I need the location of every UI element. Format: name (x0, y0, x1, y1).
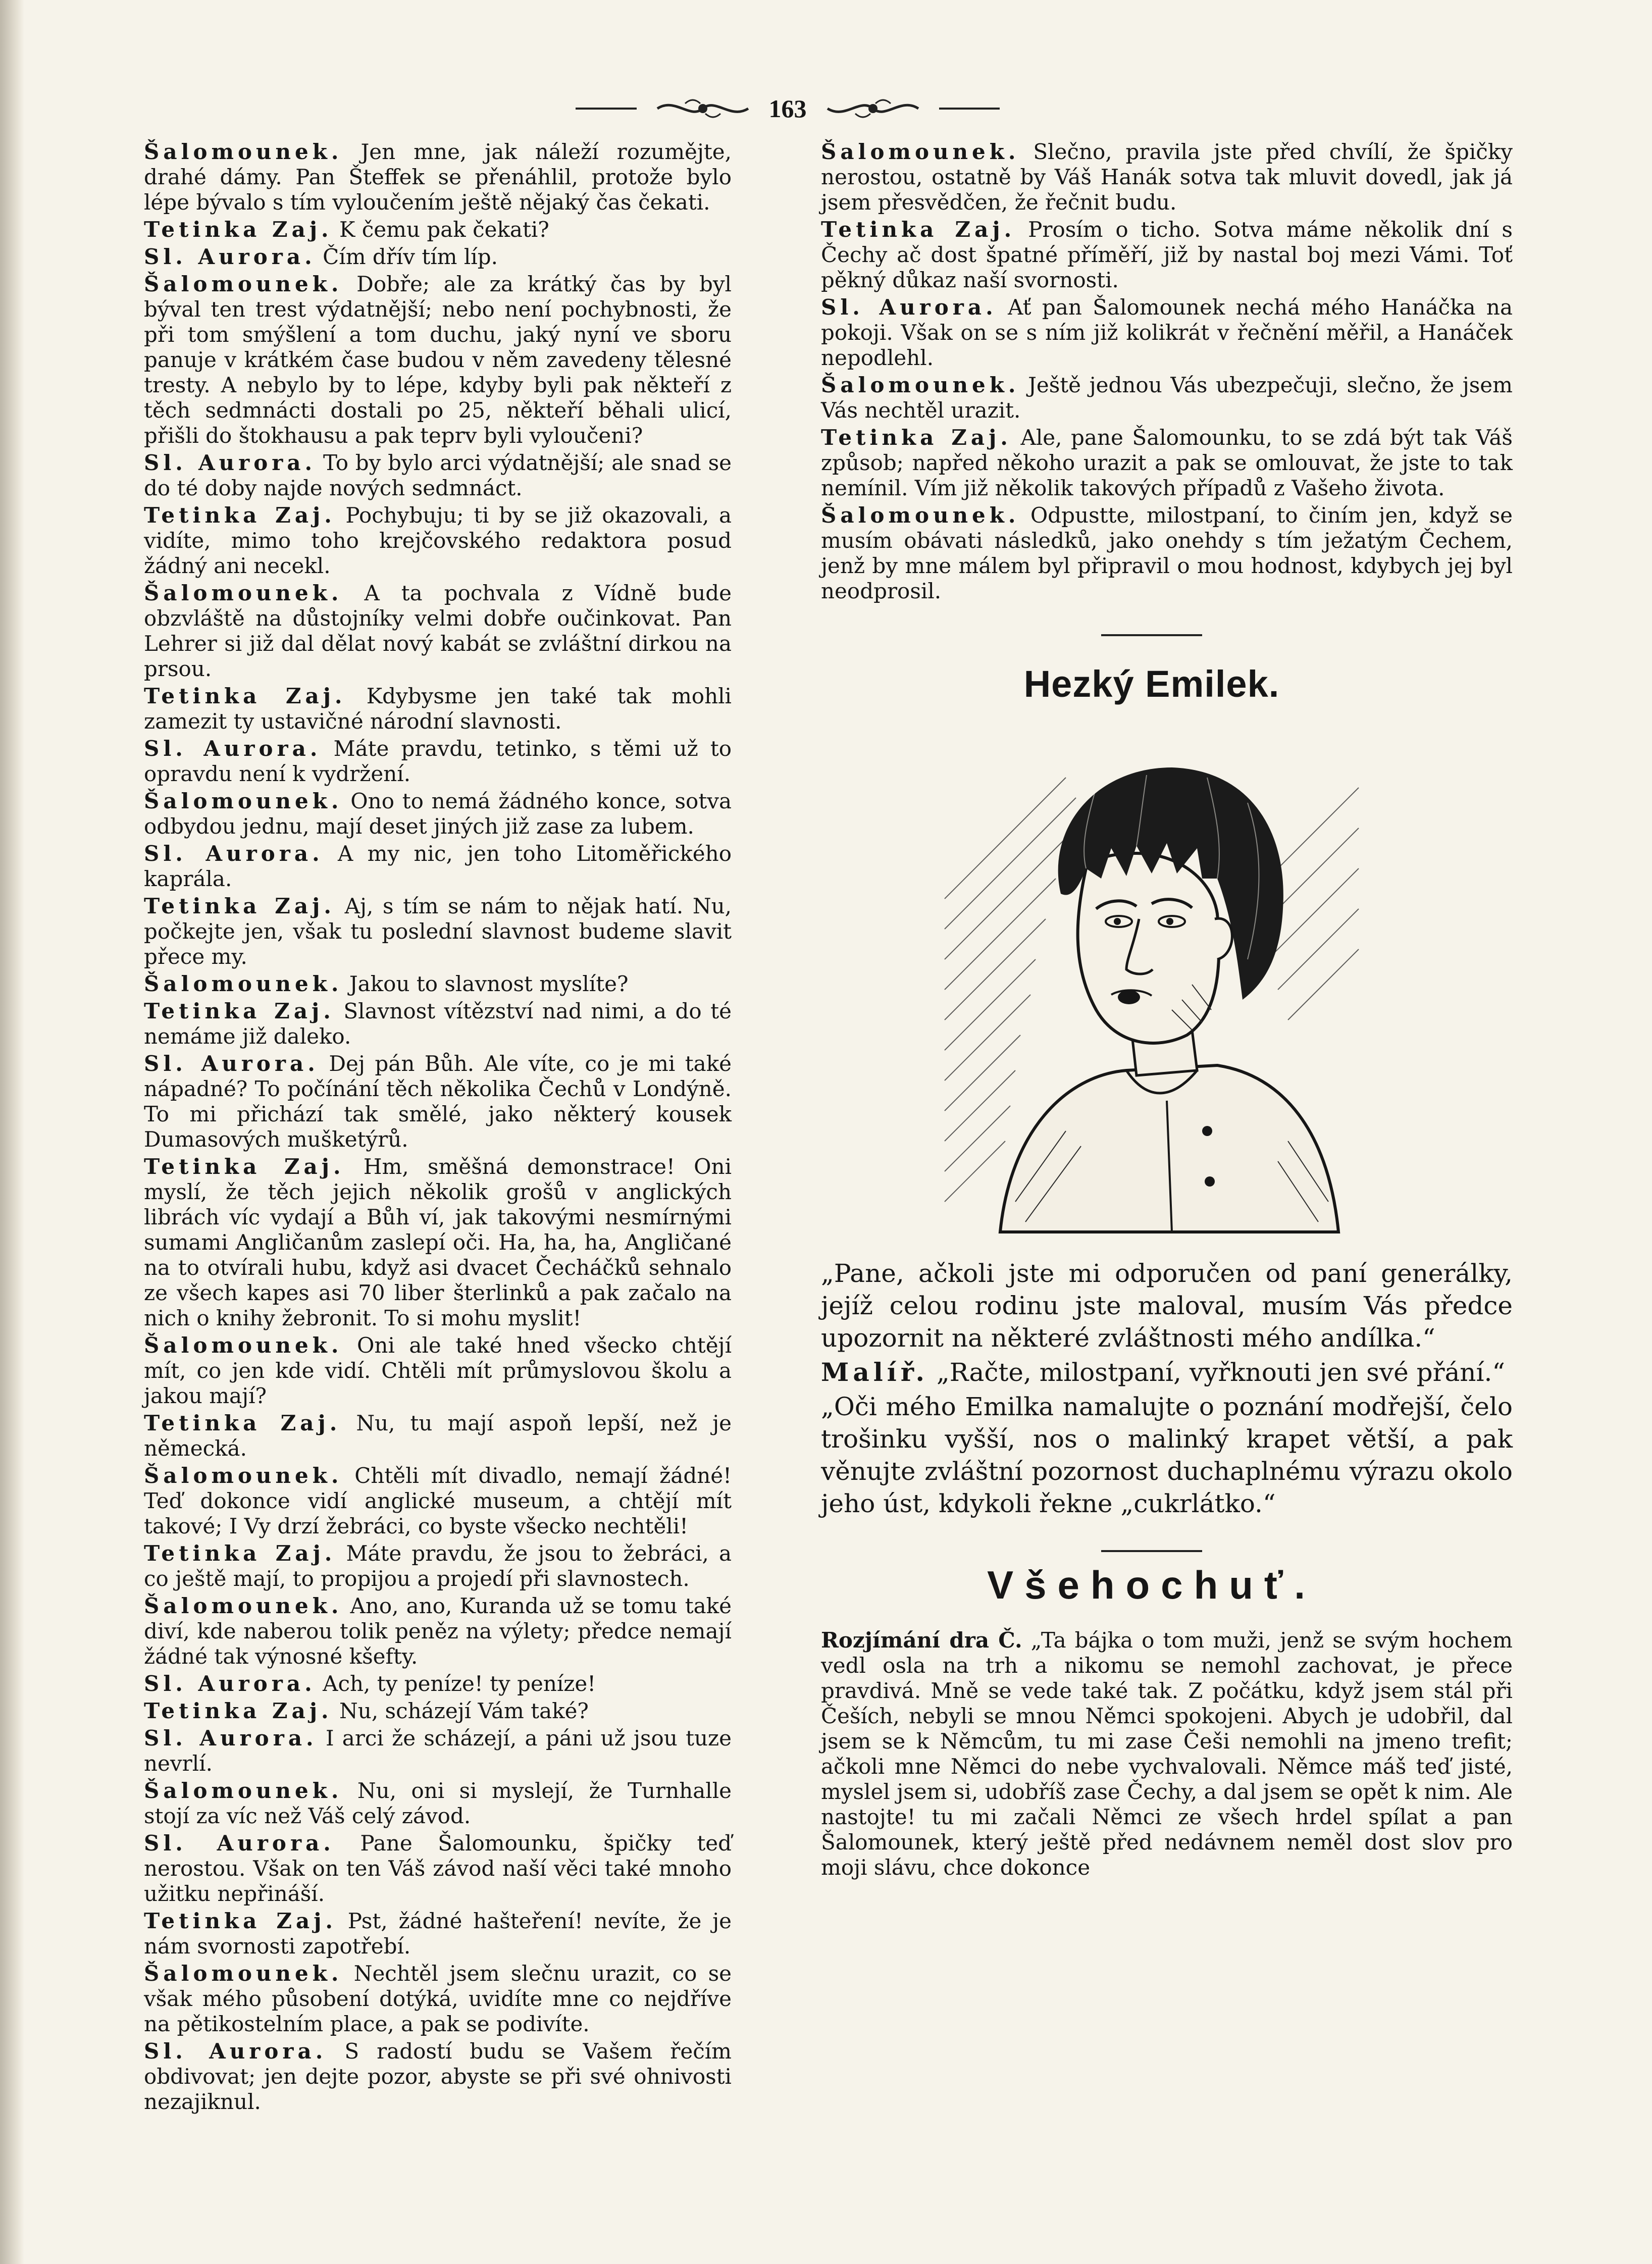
book-spine-shadow (0, 0, 24, 2264)
dialogue-line: Sl. Aurora. I arci že scházejí, a páni už jsou tuze nevrlí. (144, 1726, 732, 1776)
dialogue-line: Sl. Aurora. Čím dřív tím líp. (144, 244, 498, 269)
ornament-left-icon (655, 94, 751, 123)
dialogue-line: Tetinka Zaj. Aj, s tím se nám to nějak hatí. Nu, počkejte jen, však tu poslední slavnost budeme slavit přece my. (144, 894, 732, 969)
dialogue-line: Tetinka Zaj. Nu, tu mají aspoň lepší, než je německá. (144, 1411, 732, 1461)
dialogue-line: Šalomounek. Slečno, pravila jste před chvílí, že špičky nerostou, ostatně by Váš Hanák sotva tak mluvit dovedl, jak já jsem přesvědčen, že řečnit budu. (821, 139, 1513, 215)
portrait-illustration (935, 747, 1369, 1237)
dialogue-line: Sl. Aurora. Ach, ty peníze! ty peníze! (144, 1671, 596, 1696)
page-number: 163 (768, 94, 807, 123)
article-title-hezky-emilek: Hezký Emilek. (1023, 663, 1280, 705)
section-divider (1101, 1550, 1202, 1552)
dialogue-line: Tetinka Zaj. Ale, pane Šalomounku, to se zdá být tak Váš způsob; napřed někoho urazit a pak se omlouvat, že jste to tak nemínil. Vím již několik takových případů z Vašeho života. (821, 425, 1513, 500)
article-body: Rozjímání dra Č. „Ta bájka o tom muži, jenž se svým hochem vedl osla na trh a nikomu se nemohl zachovat, je přece pravdivá. Mně se vede také tak. Z počátku, když jsem stál při Češích, nebyli se mnou Němci spokojeni. Abych je udobřil, dal jsem se k Němcům, tu mi zase Češi nemohli na jmeno trefit; ačkoli mne Němci do nebe vychvalovali. Němce máš teď jisté, myslel jsem si, udobříš zase Čechy, a dal jsem se opět k nim. Ale nastojte! tu mi začali Němci ze všech hrdel spílat a pan Šalomounek, který ještě před nedávnem neměl dost slov pro moji slávu, chce dokonce (821, 1628, 1513, 1880)
dialogue-line: Sl. Aurora. To by bylo arci výdatnější; ale snad se do té doby najde nových sedmnáct. (144, 450, 732, 500)
dialogue-line: Šalomounek. Ano, ano, Kuranda už se tomu také diví, kde naberou tolik peněz na výlety; předce nemají žádné tak výnosné kšefty. (144, 1593, 732, 1669)
dialogue-line: Šalomounek. Jakou to slavnost myslíte? (144, 971, 629, 996)
article-title-vsehochut: Všehochuť. (987, 1563, 1316, 1607)
caption-line: „Pane, ačkoli jste mi odporučen od paní generálky, jejíž celou rodinu jste maloval, musím Vás předce upozornit na některé zvláštnosti mého andílka.“ (821, 1259, 1513, 1353)
ornament-right-icon (825, 94, 921, 123)
dialogue-line: Šalomounek. Nechtěl jsem slečnu urazit, co se však mého působení dotýká, uvidíte mne co nejdříve na pětikostelním place, a pak se podivíte. (144, 1961, 732, 2036)
header-rule-left (576, 108, 637, 110)
dialogue-line: Sl. Aurora. Dej pán Bůh. Ale víte, co je mi také nápadné? To počínání těch několika Čechů v Londýně. To mi přichází tak smělé, jako některý kousek Dumasových mušketýrů. (144, 1051, 732, 1152)
dialogue-line: Šalomounek. Oni ale také hned všecko chtějí mít, co jen kde vidí. Chtěli mít průmyslovou školu a jakou mají? (144, 1333, 732, 1408)
dialogue-line: Šalomounek. Jen mne, jak náleží rozumějte, drahé dámy. Pan Šteffek se přenáhlil, protože bylo lépe bývalo s tím vyloučením ještě nějaký čas čekati. (144, 139, 732, 215)
dialogue-line: Tetinka Zaj. Kdybysme jen také tak mohli zamezit ty ustavičné národní slavnosti. (144, 684, 732, 734)
dialogue-line: Tetinka Zaj. Slavnost vítězství nad nimi, a do té nemáme již daleko. (144, 999, 732, 1049)
dialogue-line: Tetinka Zaj. Hm, směšná demonstrace! Oni myslí, že těch jejich několik grošů v anglických librách víc vydají a Bůh ví, jak takovými nesmírnými sumami Angličanům zaslepí oči. Ha, ha, ha, Angličané na to otvírali hubu, když asi dvacet Čecháčků sehnalo ze všech kapes asi 70 liber šterlinků a pak začalo na nich o knihy žebronit. To si mohu myslit! (144, 1154, 732, 1330)
dialogue-line: Tetinka Zaj. Pochybuju; ti by se již okazovali, a vidíte, mimo toho krejčovského redaktora posud žádný ani necekl. (144, 503, 732, 578)
left-column-dialogue (114, 139, 732, 2117)
caption-line: Malíř. „Račte, milostpaní, vyřknouti jen své přání.“ (821, 1357, 1505, 1387)
dialogue-line: Šalomounek. Odpustte, milostpaní, to činím jen, když se musím obávati následků, jako onehdy s tím ježatým Čechem, jenž by mne málem byl připravil o mou hodnost, kdybych jej byl neodprosil. (821, 503, 1513, 603)
dialogue-line: Sl. Aurora. Pane Šalomounku, špičky teď nerostou. Však on ten Váš závod naší věci také mnoho užitku nepřináší. (144, 1831, 732, 1906)
dialogue-line: Sl. Aurora. Máte pravdu, tetinko, s těmi už to opravdu není k vydržení. (144, 736, 732, 786)
dialogue-line: Sl. Aurora. Ať pan Šalomounek nechá mého Hanáčka na pokoji. Však on se s ním již kolikrát v řečnění měřil, a Hanáček nepodlehl. (821, 295, 1513, 370)
dialogue-line: Sl. Aurora. S radostí budu se Vašem řečím obdivovat; jen dejte pozor, abyste se při své ohnivosti nezajiknul. (144, 2039, 732, 2114)
dialogue-line: Šalomounek. Nu, oni si myslejí, že Turnhalle stojí za víc než Váš celý závod. (144, 1778, 732, 1828)
dialogue-line: Tetinka Zaj. K čemu pak čekati? (144, 217, 549, 242)
page-header (576, 81, 1000, 136)
dialogue-line: Šalomounek. Ještě jednou Vás ubezpečuji, slečno, že jsem Vás nechtěl urazit. (821, 373, 1513, 423)
dialogue-line: Šalomounek. Dobře; ale za krátký čas by byl býval ten trest výdatnější; nebo není pochybnosti, že při tom smýšlení a tom duchu, jaký nyní ve sboru panuje v krátkém čase budou v něm zavedeny tělesné tresty. A nebylo by to lépe, kdyby byli pak někteří z těch sedmnácti dostali po 25, někteří běhali ulicí, přišli do štokhausu a pak teprv byli vyloučeni? (144, 272, 732, 448)
dialogue-line: Šalomounek. A ta pochvala z Vídně bude obzvláště na důstojníky velmi dobře oučinkovat. Pan Lehrer si již dal dělat nový kabát se zvláštní dirkou na prsou. (144, 581, 732, 681)
header-rule-right (939, 108, 1000, 110)
dialogue-line: Šalomounek. Chtěli mít divadlo, nemají žádné! Teď dokonce vidí anglické museum, a chtějí mít takové; I Vy drzí žebráci, co byste všecko nechtěli! (144, 1463, 732, 1538)
right-column (791, 139, 1513, 1882)
dialogue-line: Tetinka Zaj. Máte pravdu, že jsou to žebráci, a co ještě mají, to propijou a projedí při slavnostech. (144, 1541, 732, 1591)
caption-line: „Oči mého Emilka namalujte o poznání modřejší, čelo trošinku vyšší, nos o malinký krapet větší, a pak věnujte zvláštní pozornost duchaplnému výrazu okolo jeho úst, kdykoli řekne „cukrlátko.“ (821, 1392, 1513, 1518)
dialogue-line: Sl. Aurora. A my nic, jen toho Litoměřického kaprála. (144, 841, 732, 891)
section-divider (1101, 634, 1202, 636)
dialogue-line: Tetinka Zaj. Prosím o ticho. Sotva máme několik dní s Čechy ač dost špatné příměří, již by nastal boj mezi Vámi. Toť pěkný důkaz naší svornosti. (821, 217, 1513, 292)
dialogue-line: Tetinka Zaj. Pst, žádné hašteření! nevíte, že je nám svornosti zapotřebí. (144, 1909, 732, 1959)
dialogue-line: Tetinka Zaj. Nu, scházejí Vám také? (144, 1699, 589, 1723)
dialogue-line: Šalomounek. Ono to nemá žádného konce, sotva odbydou jednu, mají deset jiných již zase za lubem. (144, 789, 732, 839)
